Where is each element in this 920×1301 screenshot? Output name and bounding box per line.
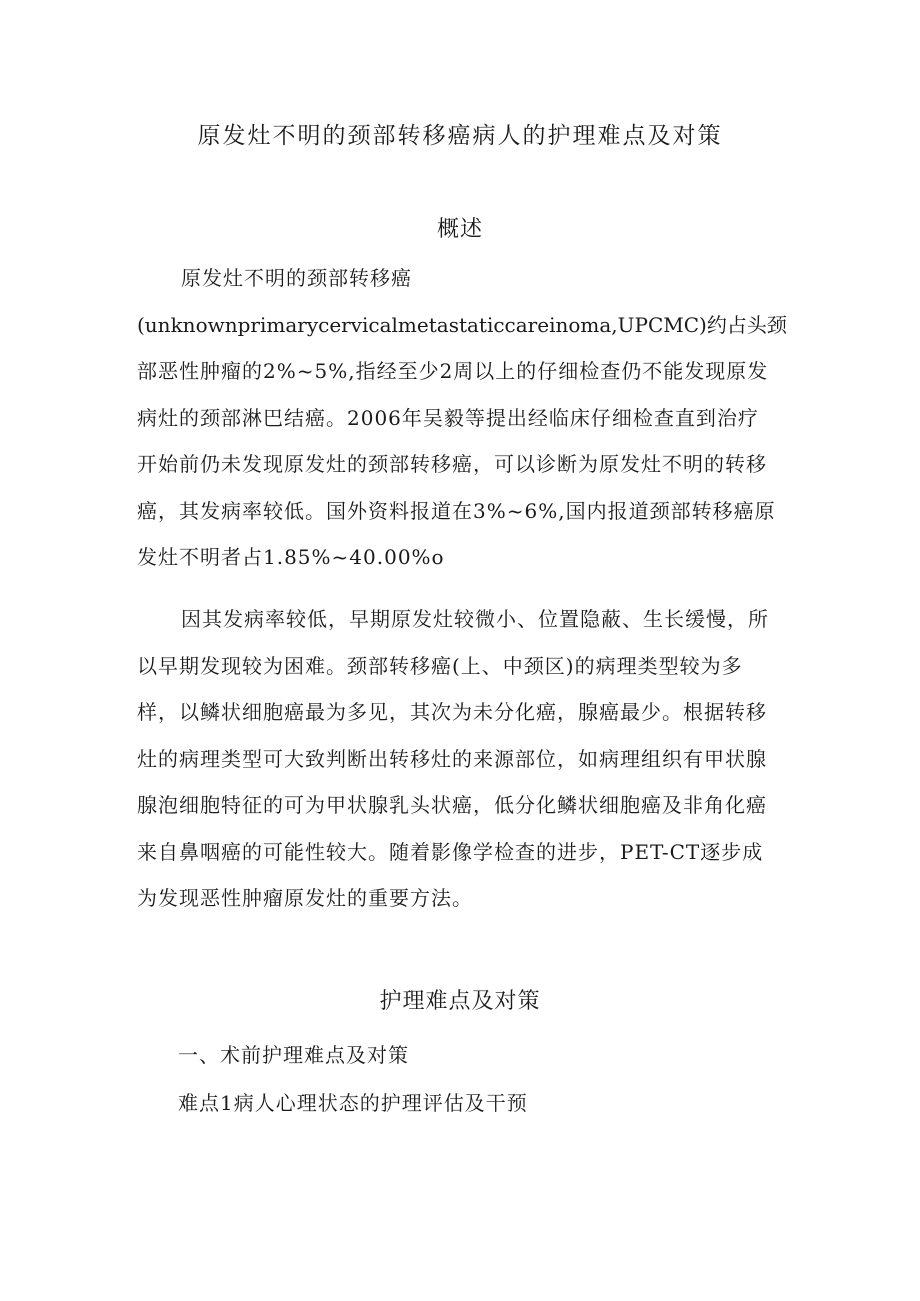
overview-paragraph	[137, 255, 787, 581]
paragraph-line: 部恶性肿瘤的2%~5%,指经至少2周以上的仔细检查仍不能发现原发	[137, 359, 769, 383]
paragraph-line: (unknownprimarycervicalmetastaticcareinoma,UPCMC)约占头颈	[137, 312, 787, 337]
paragraph-line: 灶的病理类型可大致判断出转移灶的来源部位，如病理组织有甲状腺	[137, 746, 767, 771]
paragraph-line: 病灶的颈部淋巴结癌。2006年吴毅等提出经临床仔细检查直到治疗	[137, 405, 759, 430]
paragraph-line: 开始前仍未发现原发灶的颈部转移癌，可以诊断为原发灶不明的转移	[137, 452, 767, 476]
paragraph-line: 以早期发现较为困难。颈部转移癌(上、中颈区)的病理类型较为多	[137, 653, 743, 678]
paragraph-line: 样，以鳞状细胞癌最为多见，其次为未分化癌，腺癌最少。根据转移	[137, 700, 767, 724]
pathology-paragraph	[137, 596, 787, 922]
overview-heading: 概述	[436, 217, 483, 242]
paragraph-line: 癌，其发病率较低。国外资料报道在3%~6%,国内报道颈部转移癌原	[137, 498, 776, 523]
paragraph-line: 发灶不明者占1.85%~40.00%o	[137, 545, 445, 569]
subsection-heading: 一、术前护理难点及对策	[178, 1043, 409, 1067]
document-title: 原发灶不明的颈部转移癌病人的护理难点及对策	[197, 123, 723, 149]
paragraph-line: 来自鼻咽癌的可能性较大。随着影像学检查的进步，PET-CT逐步成	[137, 839, 764, 864]
paragraph-line: 原发灶不明的颈部转移癌	[181, 266, 412, 290]
difficulty-heading: 难点1病人心理状态的护理评估及干预	[178, 1091, 528, 1115]
nursing-heading: 护理难点及对策	[379, 989, 541, 1014]
paragraph-line: 因其发病率较低，早期原发灶较微小、位置隐蔽、生长缓慢，所	[181, 607, 769, 631]
paragraph-line: 腺泡细胞特征的可为甲状腺乳头状癌，低分化鳞状细胞癌及非角化癌	[137, 793, 767, 817]
paragraph-line: 为发现恶性肿瘤原发灶的重要方法。	[137, 886, 473, 910]
